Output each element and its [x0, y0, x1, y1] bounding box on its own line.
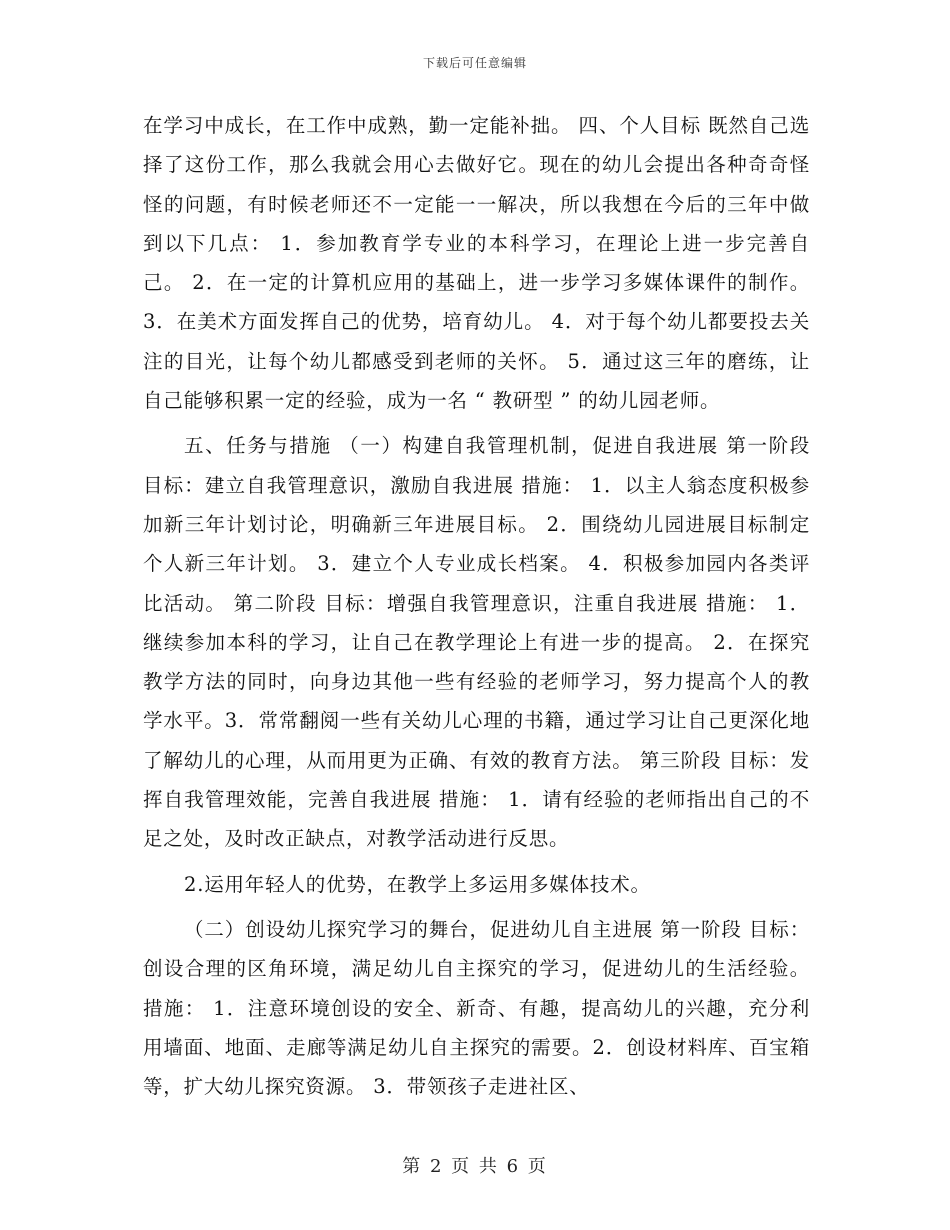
paragraph-personal-goals: 在学习中成长，在工作中成熟，勤一定能补拙。 四、个人目标 既然自己选择了这份工作，那么我就会用心去做好它。现在的幼儿会提出各种奇奇怪怪的问题，有时候老师还不一定能一一解决，所以我想在今后的三年中做到以下几点： 1．参加教育学专业的本科学习，在理论上进一步完善自己。 2．在一定的计算机应用的基础上，进一步学习多媒体课件的制作。 3．在美术方面发挥自己的优势，培育幼儿。 4．对于每个幼儿都要投去关注的目光，让每个幼儿都感受到老师的关怀。 5．通过这三年的磨练，让自己能够积累一定的经验，成为一名 “ 教研型 ” 的幼儿园老师。 — [143, 114, 810, 413]
paragraph-tasks-measures: 五、任务与措施 （一）构建自我管理机制，促进自我进展 第一阶段 目标：建立自我管理意识，激励自我进展 措施： 1．以主人翁态度积极参加新三年计划讨论，明确新三年进展目标。 2．围绕幼儿园进展目标制定个人新三年计划。 3．建立个人专业成长档案。 4．积极参加园内各类评比活动。 第二阶段 目标：增强自我管理意识，注重自我进展 措施： 1．继续参加本科的学习，让自己在教学理论上有进一步的提高。 2．在探究教学方法的同时，向身边其他一些有经验的老师学习，努力提高个人的教学水平。3．常常翻阅一些有关幼儿心理的书籍，通过学习让自己更深化地了解幼儿的心理，从而用更为正确、有效的教育方法。 第三阶段 目标：发挥自我管理效能，完善自我进展 措施： 1．请有经验的老师指出自己的不足之处，及时改正缺点，对教学活动进行反思。 — [143, 434, 810, 851]
page-header: 下载后可任意编辑 — [422, 56, 527, 70]
paragraph-exploration-stage: （二）创设幼儿探究学习的舞台，促进幼儿自主进展 第一阶段 目标：创设合理的区角环境，满足幼儿自主探究的学习，促进幼儿的生活经验。 措施： 1．注意环境创设的安全、新奇、有趣，提高幼儿的兴趣，充分利用墙面、地面、走廊等满足幼儿自主探究的需要。2．创设材料库、百宝箱等，扩大幼儿探究资源。 3．带领孩子走进社区、 — [143, 917, 810, 1099]
document-body — [143, 106, 810, 1106]
page-number-footer: 第 2 页 共 6 页 — [402, 1156, 548, 1177]
paragraph-multimedia: 2.运用年轻人的优势，在教学上多运用多媒体技术。 — [184, 872, 651, 896]
